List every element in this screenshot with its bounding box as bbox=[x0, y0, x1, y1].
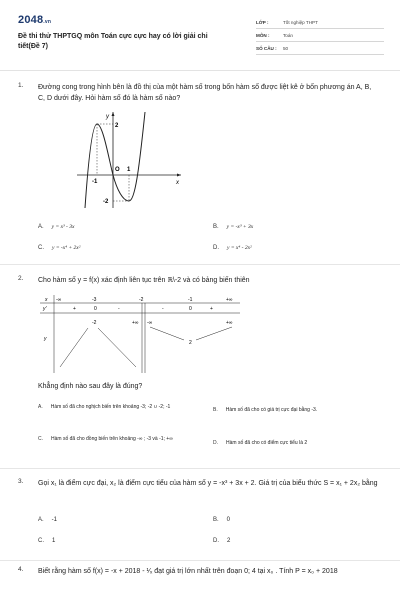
sign: + bbox=[73, 306, 76, 312]
option-b[interactable] bbox=[213, 406, 383, 414]
label-y: y bbox=[106, 114, 109, 120]
option-label: A. bbox=[38, 224, 44, 230]
label-one: 1 bbox=[127, 167, 131, 173]
y-value: +∞ bbox=[226, 320, 233, 326]
option-label: D. bbox=[213, 538, 219, 544]
x-value: -1 bbox=[188, 297, 193, 303]
meta-row-count bbox=[256, 42, 384, 55]
question-number: 3. bbox=[18, 478, 24, 485]
option-text: Hàm số đã cho có điểm cực tiểu là 2 bbox=[226, 440, 308, 446]
option-label: B. bbox=[213, 517, 219, 523]
document-title: Đề thi thử THPTGQ môn Toán cực cực hay có lời giải chi tiết(Đề 7) bbox=[18, 33, 208, 50]
x-value: -2 bbox=[139, 297, 144, 303]
option-label: C. bbox=[38, 245, 44, 251]
y-value: -2 bbox=[92, 320, 97, 326]
option-text: y = x⁴ - 2x² bbox=[227, 245, 252, 251]
y-value: +∞ bbox=[132, 320, 139, 326]
brand-logo[interactable] bbox=[18, 14, 51, 26]
label-yprime: y' bbox=[43, 306, 47, 312]
question-1 bbox=[18, 82, 384, 262]
label-y: y bbox=[44, 336, 47, 342]
option-text: Hàm số đã cho nghịch biến trên khoảng -3; -2 ∪ -2; -1 bbox=[50, 404, 171, 410]
sign: - bbox=[162, 306, 164, 312]
option-text: 0 bbox=[226, 517, 231, 523]
meta-key: SỐ CÂU : bbox=[256, 45, 277, 51]
option-text: y = x³ - 3x bbox=[51, 224, 75, 230]
variation-table bbox=[40, 295, 240, 373]
sign: 0 bbox=[189, 306, 192, 312]
meta-value: Toán bbox=[283, 32, 293, 38]
option-text: y = -x³ + 3x bbox=[226, 224, 254, 230]
option-text: Hàm số đã cho có giá trị cực đại bằng -3. bbox=[225, 407, 318, 413]
question-2 bbox=[18, 275, 384, 465]
question-divider bbox=[0, 264, 400, 265]
header-divider bbox=[0, 70, 400, 71]
x-axis-arrow bbox=[177, 174, 181, 177]
x-value: -3 bbox=[92, 297, 97, 303]
option-text: 1 bbox=[52, 538, 56, 544]
question-text: Biết rằng hàm số f(x) = -x + 2018 - ¹⁄ₓ đạt giá trị lớn nhất trên đoạn 0; 4 tại x₀ . Tính P = x₀ + 2018 bbox=[38, 568, 338, 575]
meta-key: LỚP : bbox=[256, 19, 269, 25]
arrow-down bbox=[98, 328, 136, 367]
option-b[interactable] bbox=[213, 224, 253, 230]
x-value: +∞ bbox=[226, 297, 233, 303]
brand-suffix: .vn bbox=[43, 19, 52, 25]
label-origin: O bbox=[115, 167, 120, 173]
function-graph bbox=[73, 110, 183, 210]
meta-row-subject bbox=[256, 29, 384, 42]
option-d[interactable] bbox=[213, 245, 252, 251]
arrow-up bbox=[60, 328, 88, 367]
option-label: A. bbox=[38, 517, 44, 523]
option-label: C. bbox=[38, 538, 44, 544]
y-value: 2 bbox=[189, 340, 192, 346]
meta-table bbox=[256, 16, 384, 55]
sign: 0 bbox=[94, 306, 97, 312]
option-text: -1 bbox=[51, 517, 58, 523]
question-number: 2. bbox=[18, 275, 24, 282]
option-label: D. bbox=[213, 245, 219, 251]
header bbox=[18, 14, 384, 62]
question-text: Gọi x₁ là điểm cực đại, x₂ là điểm cực tiểu của hàm số y = -x³ + 3x + 2. Giá trị của biểu thức S = x₁ + 2x₂ bằng bbox=[38, 480, 378, 487]
question-4 bbox=[18, 566, 384, 598]
meta-value: 50 bbox=[283, 45, 289, 51]
arrow-up bbox=[196, 327, 232, 340]
sign: - bbox=[118, 306, 120, 312]
option-c[interactable] bbox=[38, 538, 55, 544]
question-text: Cho hàm số y = f(x) xác định liên tục trên ℝ\-2 và có bảng biến thiên bbox=[38, 277, 250, 284]
option-a[interactable] bbox=[38, 517, 57, 523]
option-a[interactable] bbox=[38, 403, 203, 411]
option-label: C. bbox=[38, 436, 43, 442]
question-divider bbox=[0, 468, 400, 469]
label-x: x bbox=[45, 297, 48, 303]
meta-value: Tốt nghiệp THPT bbox=[283, 19, 318, 25]
option-text: 2 bbox=[227, 538, 231, 544]
option-label: D. bbox=[213, 440, 218, 446]
label-two: 2 bbox=[115, 123, 119, 129]
question-divider bbox=[0, 560, 400, 561]
option-label: B. bbox=[213, 407, 218, 413]
x-value: -∞ bbox=[56, 297, 62, 303]
sign: + bbox=[210, 306, 213, 312]
label-x: x bbox=[176, 180, 179, 186]
arrow-down bbox=[150, 327, 184, 340]
option-c[interactable] bbox=[38, 435, 203, 443]
option-d[interactable] bbox=[213, 439, 383, 447]
question-number: 4. bbox=[18, 566, 24, 573]
meta-key: MÔN : bbox=[256, 32, 270, 38]
meta-row-class bbox=[256, 16, 384, 29]
brand-name: 2048 bbox=[18, 14, 44, 26]
option-text: Hàm số đã cho đồng biến trên khoảng -∞ ; -3 và -1; +∞ bbox=[51, 436, 173, 442]
question-3 bbox=[18, 478, 384, 558]
label-minus-one: -1 bbox=[92, 179, 98, 185]
option-text: y = -x⁴ + 2x² bbox=[52, 245, 81, 251]
question-prompt: Khẳng định nào sau đây là đúng? bbox=[38, 383, 143, 390]
y-value: -∞ bbox=[147, 320, 153, 326]
option-b[interactable] bbox=[213, 517, 230, 523]
label-minus-two: -2 bbox=[103, 199, 109, 205]
option-a[interactable] bbox=[38, 224, 74, 230]
y-axis-arrow bbox=[112, 112, 115, 116]
option-label: A. bbox=[38, 404, 43, 410]
option-d[interactable] bbox=[213, 538, 230, 544]
option-c[interactable] bbox=[38, 245, 80, 251]
question-number: 1. bbox=[18, 82, 24, 89]
question-text: Đường cong trong hình bên là đồ thị của một hàm số trong bốn hàm số được liệt kê ở bốn phương án A, B, C, D dưới đây. Hỏi hàm số đó là hàm số nào? bbox=[38, 84, 372, 102]
option-label: B. bbox=[213, 224, 219, 230]
